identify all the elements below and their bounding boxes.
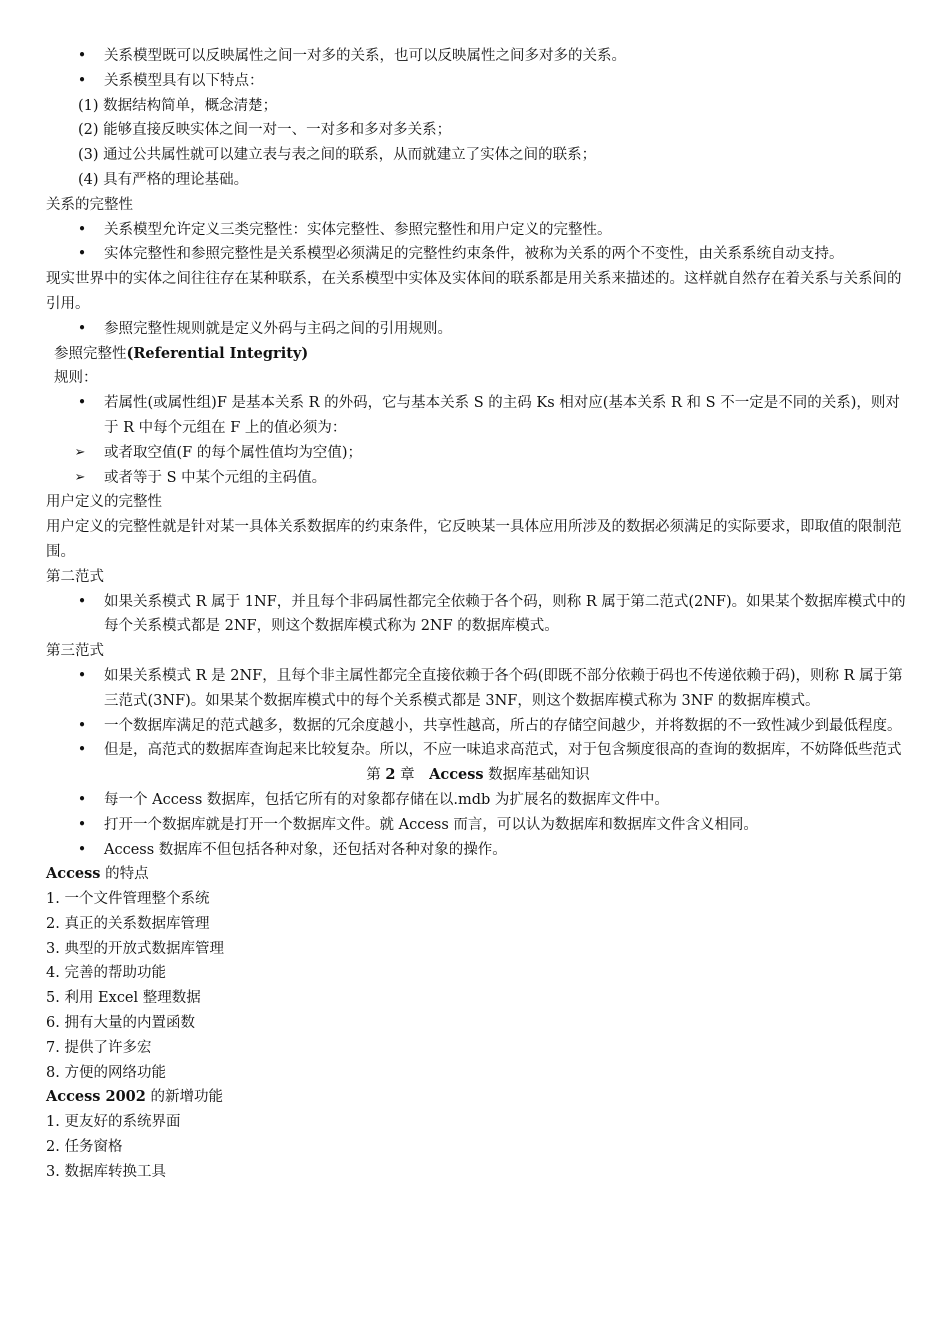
heading-text: 的新增功能 [145,1089,223,1106]
heading-bold: Access 2002 [46,1088,146,1106]
bullet-text: 关系模型允许定义三类完整性：实体完整性、参照完整性和用户定义的完整性。 [104,221,612,238]
list-item: 3. 典型的开放式数据库管理 [46,940,224,957]
bullet-icon: • [77,246,87,263]
bullet-item [46,738,910,763]
bullet-item [46,590,910,640]
section-heading [46,1085,910,1110]
list-item: 2. 任务窗格 [46,1139,123,1156]
section-heading: 关系的完整性 [46,196,133,213]
bullet-text: 若属性(或属性组)F 是基本关系 R 的外码，它与基本关系 S 的主码 Ks 相对应(基本关系 R 和 S 不一定是不同的关系)，则对于 R 中每个元组在 F 上的值必须为： [104,395,900,436]
bullet-text: 参照完整性规则就是定义外码与主码之间的引用规则。 [104,320,452,337]
chapter-name: Access [429,766,484,784]
section-heading: 用户定义的完整性 [46,494,162,511]
rule-label: 规则： [54,370,98,387]
bullet-icon: • [77,395,87,412]
numbered-point: (3) 通过公共属性就可以建立表与表之间的联系，从而就建立了实体之间的联系； [78,147,597,164]
list-item: 3. 数据库转换工具 [46,1163,166,1180]
chapter-prefix: 第 [366,767,386,784]
bullet-item [46,242,910,267]
bullet-icon: • [77,667,87,684]
bullet-item [46,44,910,69]
bullet-icon: • [77,791,87,808]
bullet-icon: • [77,221,87,238]
heading-bold: Access [46,865,101,883]
bullet-item [46,788,910,813]
heading-english: (Referential Integrity) [126,344,309,362]
bullet-icon: • [77,72,87,89]
bullet-icon: • [77,841,87,858]
bullet-text: 如果关系模式 R 属于 1NF，并且每个非码属性都完全依赖于各个码，则称 R 属于第二范式(2NF)。如果某个数据库模式中的每个关系模式都是 2NF，则这个数据库模式称为 2NF 的数据库模式。 [104,593,906,635]
section-heading: 第三范式 [46,643,104,660]
bullet-text: 每一个 Access 数据库，包括它所有的对象都存储在以.mdb 为扩展名的数据库文件中。 [104,791,669,808]
bullet-icon: • [77,742,87,759]
arrow-text: 或者等于 S 中某个元组的主码值。 [104,469,327,486]
bullet-item [46,391,910,441]
arrow-bullet-icon: ➢ [74,444,86,460]
bullet-icon: • [77,717,87,734]
bullet-item [46,317,910,342]
numbered-point: (4) 具有严格的理论基础。 [78,171,249,188]
bullet-icon: • [77,320,87,337]
section-heading [46,342,910,367]
numbered-point: (2) 能够直接反映实体之间一对一、一对多和多对多关系； [78,122,452,139]
list-item: 8. 方便的网络功能 [46,1064,166,1081]
list-item: 1. 更友好的系统界面 [46,1114,181,1131]
bullet-icon: • [77,593,87,610]
paragraph: 现实世界中的实体之间往往存在某种联系，在关系模型中实体及实体间的联系都是用关系来描述的。这样就自然存在着关系与关系间的引用。 [46,271,902,312]
list-item: 2. 真正的关系数据库管理 [46,915,210,932]
list-item: 7. 提供了许多宏 [46,1039,152,1056]
arrow-bullet-icon: ➢ [74,469,86,485]
bullet-item [46,664,910,714]
bullet-text: 关系模型具有以下特点： [104,72,264,89]
bullet-text: Access 数据库不但包括各种对象，还包括对各种对象的操作。 [104,841,507,858]
chapter-suffix: 数据库基础知识 [483,767,590,784]
bullet-icon: • [77,48,87,64]
bullet-text: 打开一个数据库就是打开一个数据库文件。就 Access 而言，可以认为数据库和数据库文件含义相同。 [104,816,758,833]
bullet-text: 实体完整性和参照完整性是关系模型必须满足的完整性约束条件，被称为关系的两个不变性，由关系系统自动支持。 [104,246,844,263]
heading-text: 的特点 [100,866,149,883]
paragraph: 用户定义的完整性就是针对某一具体关系数据库的约束条件，它反映某一具体应用所涉及的数据必须满足的实际要求，即取值的限制范围。 [46,519,902,560]
list-item: 1. 一个文件管理整个系统 [46,891,210,908]
bullet-text: 但是，高范式的数据库查询起来比较复杂。所以，不应一味追求高范式，对于包含频度很高的查询的数据库，不妨降低些范式 [104,742,902,759]
arrow-text: 或者取空值(F 的每个属性值均为空值)； [104,444,362,461]
heading-text: 参照完整性 [54,345,127,362]
list-item: 6. 拥有大量的内置函数 [46,1015,195,1032]
bullet-item [46,813,910,838]
arrow-item [46,466,910,491]
bullet-text: 如果关系模式 R 是 2NF，且每个非主属性都完全直接依赖于各个码(即既不部分依赖于码也不传递依赖于码)，则称 R 属于第三范式(3NF)。如果某个数据库模式中的每个关系模式都是 3NF，则这个数据库模式称为 3NF 的数据库模式。 [104,667,903,709]
bullet-item [46,838,910,863]
chapter-number: 2 [385,766,396,784]
document-page [46,44,910,1185]
list-item: 5. 利用 Excel 整理数据 [46,990,201,1007]
list-item: 4. 完善的帮助功能 [46,965,166,982]
chapter-mid: 章 [395,767,430,784]
chapter-title [46,763,910,788]
section-heading [46,862,910,887]
bullet-text: 一个数据库满足的范式越多，数据的冗余度越小，共享性越高，所占的存储空间越少，并将数据的不一致性减少到最低程度。 [104,717,902,734]
bullet-item [46,69,910,94]
arrow-item [46,441,910,466]
bullet-text: 关系模型既可以反映属性之间一对多的关系，也可以反映属性之间多对多的关系。 [104,48,626,64]
bullet-item [46,218,910,243]
bullet-icon: • [77,816,87,833]
section-heading: 第二范式 [46,568,104,585]
bullet-item [46,714,910,739]
numbered-point: (1) 数据结构简单，概念清楚； [78,97,278,114]
